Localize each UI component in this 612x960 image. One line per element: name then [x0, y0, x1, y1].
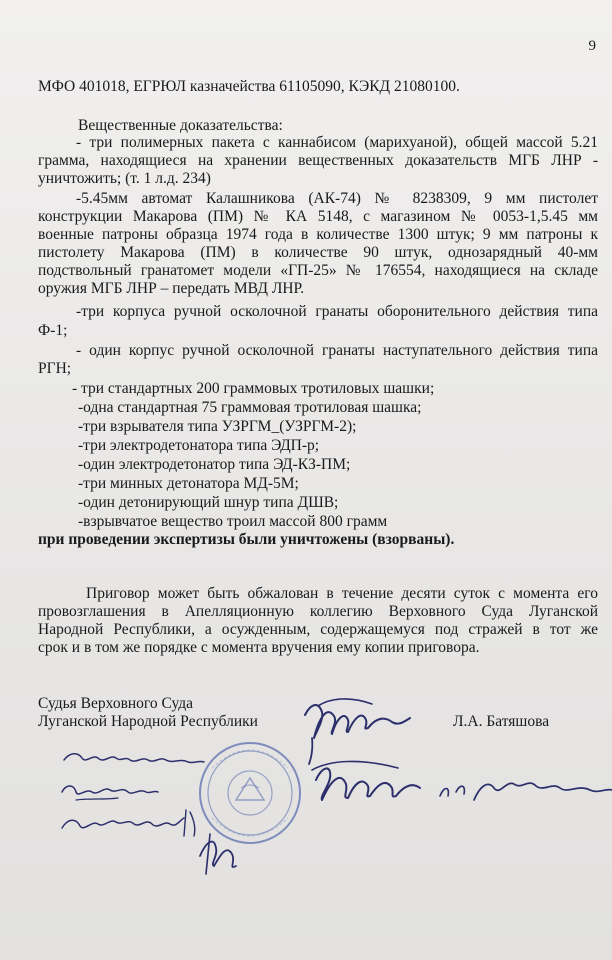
clerk-signature [312, 761, 612, 800]
appeal-line2: провозглашения в Апелляционную коллегию Верховного Суда Луганской [38, 603, 598, 620]
copy-certification-handwriting [62, 754, 236, 874]
evidence-item1-line2: грамма, находящиеся на хранении вещественных доказательств МГБ ЛНР - [38, 152, 598, 169]
evidence-item3-line2: Ф-1; [38, 322, 68, 339]
evidence-list-item: -три взрывателя типа УЗРГМ_(УЗРГМ-2); [78, 418, 357, 435]
evidence-item2-line4: пистолету Макарова (ПМ) в количестве 90 штук, однозарядный 40-мм [38, 244, 598, 261]
signatures-and-seal [0, 660, 612, 960]
evidence-list-item: -три минных детонатора МД-5М; [78, 475, 299, 492]
evidence-item1-line3: уничтожить; (т. 1 л.д. 234) [38, 170, 211, 187]
evidence-list-item: -взрывчатое вещество троил массой 800 грамм [78, 513, 388, 530]
evidence-item3-line1: -три корпуса ручной осколочной гранаты оборонительного действия типа [76, 303, 598, 320]
evidence-list-item: -один детонирующий шнур типа ДШВ; [78, 494, 339, 511]
evidence-list-item: -три электродетонатора типа ЭДП-р; [78, 437, 320, 454]
evidence-item2-line2: конструкции Макарова (ПМ) № КА 5148, с магазином № 0053-1,5.45 мм [38, 208, 598, 225]
judge-title-line2: Луганской Народной Республики [38, 713, 258, 730]
appeal-line3: Народной Республики, а осужденным, содержащемуся под стражей в тот же [38, 621, 598, 638]
evidence-list-item: - три стандартных 200 граммовых тротиловых шашки; [72, 380, 435, 397]
appeal-line4: срок и в том же порядке с момента вручения ему копии приговора. [38, 639, 480, 656]
judge-name: Л.А. Батяшова [453, 713, 550, 730]
evidence-list-item: -одна стандартная 75 граммовая тротиловая шашка; [78, 399, 422, 416]
court-seal [200, 743, 300, 843]
evidence-item2-line1: -5.45мм автомат Калашникова (АК-74) № 8238309, 9 мм пистолет [76, 190, 598, 207]
evidence-heading: Вещественные доказательства: [78, 117, 283, 134]
judge-signature [305, 699, 410, 764]
judge-title-line1: Судья Верховного Суда [38, 695, 194, 712]
destroyed-note: при проведении экспертизы были уничтожены (взорваны). [38, 531, 455, 548]
evidence-item2-line6: оружия МГБ ЛНР – передать МВД ЛНР. [38, 280, 305, 297]
mfo-line: МФО 401018, ЕГРЮЛ казначейства 61105090, КЭКД 21080100. [38, 78, 460, 95]
evidence-item2-line3: военные патроны образца 1974 года в количестве 1300 штук; 9 мм патроны к [38, 226, 598, 243]
evidence-item1-line1: - три полимерных пакета с каннабисом (марихуаной), общей массой 5.21 [76, 134, 598, 151]
page-number: 9 [588, 38, 596, 54]
appeal-line1: Приговор может быть обжалован в течение десяти суток с момента его [86, 585, 598, 602]
evidence-item2-line5: подствольный гранатомет модели «ГП-25» № 176554, находящиеся на складе [38, 262, 598, 279]
evidence-list-item: -один электродетонатор типа ЭД-КЗ-ПМ; [78, 456, 351, 473]
evidence-item4-line2: РГН; [38, 360, 72, 377]
evidence-item4-line1: - один корпус ручной осколочной гранаты наступательного действия типа [76, 342, 598, 359]
